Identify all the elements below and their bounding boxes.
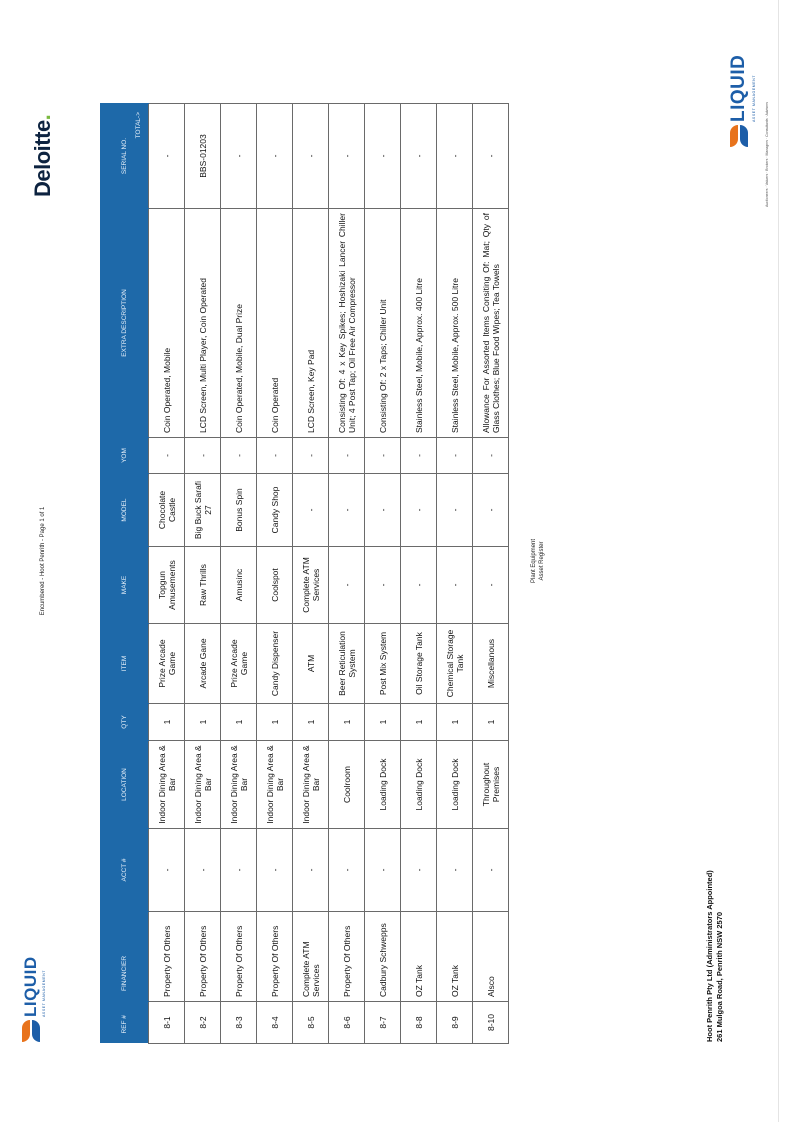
table-row — [329, 104, 365, 1044]
ref-cell: 8-1 — [149, 1002, 185, 1044]
yom-cell: - — [437, 438, 473, 474]
acct-cell: - — [149, 829, 185, 912]
col-header-extra-description: EXTRA DESCRIPTION — [100, 209, 149, 438]
ref-cell: 8-9 — [437, 1002, 473, 1044]
serial-cell: - — [401, 104, 437, 209]
serial-cell: - — [149, 104, 185, 209]
table-row — [149, 104, 185, 1044]
yom-cell: - — [149, 438, 185, 474]
col-header-item: ITEM — [100, 624, 149, 704]
qty-cell: 1 — [473, 704, 509, 741]
model-cell: Big Buck Sarafi 27 — [185, 474, 221, 547]
extra-description-cell: LCD Screen, Multi Player, Coin Operated — [185, 209, 221, 438]
acct-cell: - — [437, 829, 473, 912]
serial-cell: BBS-01203 — [185, 104, 221, 209]
col-header-acct: ACCT # — [100, 829, 149, 912]
yom-cell: - — [365, 438, 401, 474]
total-label: TOTAL-> — [135, 112, 142, 139]
model-cell: - — [365, 474, 401, 547]
acct-cell: - — [329, 829, 365, 912]
financier-cell: Property Of Others — [185, 912, 221, 1002]
extra-description-cell: Coin Operated, Mobile, Dual Prize — [221, 209, 257, 438]
item-cell: ATM — [293, 624, 329, 704]
acct-cell: - — [185, 829, 221, 912]
liquid-logo-top — [730, 55, 748, 147]
serial-cell: - — [365, 104, 401, 209]
ref-cell: 8-6 — [329, 1002, 365, 1044]
make-cell: - — [401, 547, 437, 624]
location-cell: Coolroom — [329, 741, 365, 829]
model-cell: Candy Shop — [257, 474, 293, 547]
location-cell: Indoor Dining Area & Bar — [185, 741, 221, 829]
ref-cell: 8-4 — [257, 1002, 293, 1044]
model-cell: - — [401, 474, 437, 547]
serial-header-label: SERIAL NO. — [120, 137, 128, 175]
ref-cell: 8-10 — [473, 1002, 509, 1044]
qty-cell: 1 — [293, 704, 329, 741]
deloitte-logo — [30, 115, 56, 197]
qty-cell: 1 — [329, 704, 365, 741]
financier-cell: OZ Tank — [437, 912, 473, 1002]
item-cell: Prize Arcade Game — [149, 624, 185, 704]
model-cell: - — [293, 474, 329, 547]
make-cell: Complete ATM Services — [293, 547, 329, 624]
item-cell: Post Mix System — [365, 624, 401, 704]
extra-description-cell: Stainless Steel, Mobile, Approx. 400 Litre — [401, 209, 437, 438]
make-cell: - — [437, 547, 473, 624]
make-cell: Raw Thrills — [185, 547, 221, 624]
yom-cell: - — [257, 438, 293, 474]
yom-cell: - — [329, 438, 365, 474]
yom-cell: - — [221, 438, 257, 474]
table-row — [293, 104, 329, 1044]
qty-cell: 1 — [221, 704, 257, 741]
acct-cell: - — [257, 829, 293, 912]
qty-cell: 1 — [185, 704, 221, 741]
serial-cell: - — [329, 104, 365, 209]
qty-cell: 1 — [257, 704, 293, 741]
serial-cell: - — [257, 104, 293, 209]
acct-cell: - — [473, 829, 509, 912]
qty-cell: 1 — [149, 704, 185, 741]
location-cell: Loading Dock — [437, 741, 473, 829]
location-cell: Throughout Premises — [473, 741, 509, 829]
location-cell: Loading Dock — [401, 741, 437, 829]
make-cell: Coolspot — [257, 547, 293, 624]
table-row — [221, 104, 257, 1044]
extra-description-cell: Allowance For Assorted Items Consiting Of: Mat; Qty of Glass Clothes; Blue Food Wipes; Tea Towels — [473, 209, 509, 438]
document-title — [530, 0, 546, 1122]
item-cell: Miscellanous — [473, 624, 509, 704]
financier-cell: Property Of Others — [221, 912, 257, 1002]
serial-cell: - — [293, 104, 329, 209]
extra-description-cell: LCD Screen, Key Pad — [293, 209, 329, 438]
deloitte-logo-text: Deloitte — [30, 120, 55, 197]
model-cell: Bonus Spin — [221, 474, 257, 547]
financier-cell: Complete ATM Services — [293, 912, 329, 1002]
model-cell: - — [329, 474, 365, 547]
acct-cell: - — [365, 829, 401, 912]
acct-cell: - — [221, 829, 257, 912]
asset-register-table — [100, 103, 509, 1044]
item-cell: Candy Dispenser — [257, 624, 293, 704]
financier-cell: Alsco — [473, 912, 509, 1002]
ref-cell: 8-2 — [185, 1002, 221, 1044]
item-cell: Oil Storage Tank — [401, 624, 437, 704]
qty-cell: 1 — [437, 704, 473, 741]
make-cell: - — [365, 547, 401, 624]
model-cell: - — [437, 474, 473, 547]
col-header-qty: QTY — [100, 704, 149, 741]
col-header-model: MODEL — [100, 474, 149, 547]
yom-cell: - — [401, 438, 437, 474]
title-line-2: Asset Register — [539, 541, 545, 581]
location-cell: Indoor Dining Area & Bar — [221, 741, 257, 829]
liquid-mark-icon — [730, 125, 748, 147]
col-header-ref: REF # — [100, 1002, 149, 1044]
company-address: 261 Mulgoa Road, Penrith NSW 2570 — [715, 911, 724, 1042]
location-cell: Indoor Dining Area & Bar — [149, 741, 185, 829]
yom-cell: - — [473, 438, 509, 474]
liquid-logo-text: LIQUID — [728, 54, 749, 122]
page-footer: Encumbered - Hoot Penrith - Page 1 of 1 — [40, 506, 46, 616]
ref-cell: 8-8 — [401, 1002, 437, 1044]
acct-cell: - — [401, 829, 437, 912]
financier-cell: Cadbury Schwepps — [365, 912, 401, 1002]
financier-cell: Property Of Others — [329, 912, 365, 1002]
model-cell: - — [473, 474, 509, 547]
title-line-1: Plant Equipment — [531, 538, 537, 584]
table-header-row — [100, 104, 149, 1044]
location-cell: Indoor Dining Area & Bar — [257, 741, 293, 829]
location-cell: Indoor Dining Area & Bar — [293, 741, 329, 829]
table-row — [401, 104, 437, 1044]
deloitte-dot-icon: . — [30, 114, 55, 121]
serial-cell: - — [473, 104, 509, 209]
acct-cell: - — [293, 829, 329, 912]
extra-description-cell: Consisting Of: 4 x Key Spikes; Hoshizaki Lancer Chiller Unit; 4 Post Tap; Oil Free Air Compressor — [329, 209, 365, 438]
qty-cell: 1 — [401, 704, 437, 741]
make-cell: Amusinc — [221, 547, 257, 624]
item-cell: Arcade Gane — [185, 624, 221, 704]
col-header-location: LOCATION — [100, 741, 149, 829]
extra-description-cell: Consisting Of: 2 x Taps; Chiller Unit — [365, 209, 401, 438]
table-row — [257, 104, 293, 1044]
ref-cell: 8-3 — [221, 1002, 257, 1044]
col-header-make: MAKE — [100, 547, 149, 624]
col-header-financier: FINANCIER — [100, 912, 149, 1002]
make-cell: Topgun Amusements — [149, 547, 185, 624]
table-body — [149, 104, 509, 1044]
liquid-tagline: Auctioneers · Valuers · Brokers · Managers · Consultants · Advisers — [765, 102, 769, 207]
yom-cell: - — [185, 438, 221, 474]
financier-cell: Property Of Others — [257, 912, 293, 1002]
liquid-logo-text: LIQUID — [21, 956, 40, 1017]
extra-description-cell: Stainless Steel, Mobile, Approx. 500 Litre — [437, 209, 473, 438]
liquid-mark-icon — [22, 1020, 40, 1042]
location-cell: Loading Dock — [365, 741, 401, 829]
liquid-logo-subtitle: ASSET MANAGEMENT — [42, 969, 46, 1017]
table-row — [185, 104, 221, 1044]
extra-description-cell: Coin Operated, Mobile — [149, 209, 185, 438]
item-cell: Prize Arcade Game — [221, 624, 257, 704]
extra-description-cell: Coin Operated — [257, 209, 293, 438]
make-cell: - — [329, 547, 365, 624]
company-block — [705, 870, 725, 1042]
model-cell: Chocolate Castle — [149, 474, 185, 547]
ref-cell: 8-7 — [365, 1002, 401, 1044]
serial-cell: - — [221, 104, 257, 209]
item-cell: Chemical Storage Tank — [437, 624, 473, 704]
col-header-yom: YOM — [100, 438, 149, 474]
table-row — [473, 104, 509, 1044]
serial-cell: - — [437, 104, 473, 209]
qty-cell: 1 — [365, 704, 401, 741]
col-header-serial — [100, 104, 149, 209]
company-name: Hoot Penrith Pty Ltd (Administrators Appointed) — [705, 870, 714, 1042]
make-cell: - — [473, 547, 509, 624]
table-row — [437, 104, 473, 1044]
yom-cell: - — [293, 438, 329, 474]
liquid-logo-subtitle: ASSET MANAGEMENT — [752, 74, 756, 122]
table-row — [365, 104, 401, 1044]
item-cell: Beer Reticulation System — [329, 624, 365, 704]
ref-cell: 8-5 — [293, 1002, 329, 1044]
financier-cell: OZ Tank — [401, 912, 437, 1002]
financier-cell: Property Of Others — [149, 912, 185, 1002]
liquid-logo-bottom — [22, 956, 40, 1042]
